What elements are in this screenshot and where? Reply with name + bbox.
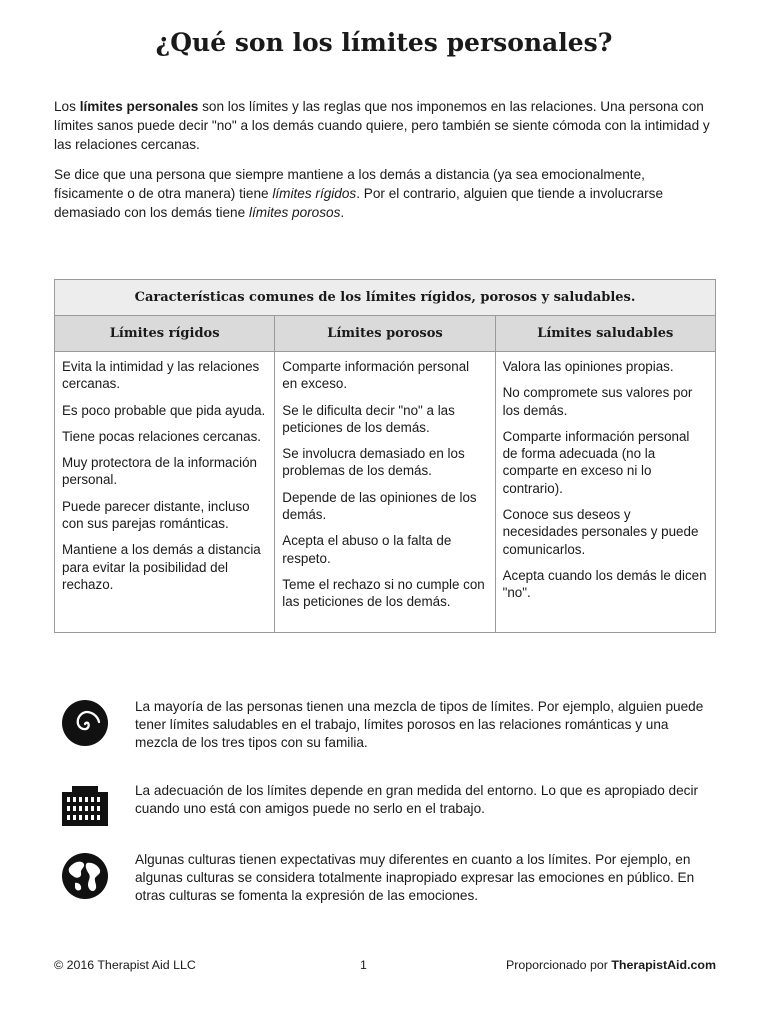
note-mixed-boundaries xyxy=(54,698,716,758)
boundaries-table xyxy=(54,279,716,633)
header-healthy: Límites saludables xyxy=(495,316,715,352)
provided-by: Proporcionado por TherapistAid.com xyxy=(505,958,716,972)
list-item: Comparte información personal en exceso. xyxy=(282,359,470,392)
list-item: Acepta el abuso o la falta de respeto. xyxy=(282,533,452,566)
list-item: Es poco probable que pida ayuda. xyxy=(62,402,266,418)
list-item: Depende de las opiniones de los demás. xyxy=(282,489,477,523)
intro-paragraph-1: Los límites personales son los límites y las reglas que nos imponemos en las relaciones. Una persona con límites sanos puede decir "no" a los demás cuando quiere, pero también se siente cómoda con la intimidad y las relaciones cercanas. xyxy=(54,99,710,152)
table-caption: Características comunes de los límites rígidos, porosos y saludables. xyxy=(55,280,716,316)
key-term: límites personales xyxy=(79,99,199,114)
page-number: 1 xyxy=(360,958,367,972)
column-porous xyxy=(275,352,495,633)
intro-paragraph-2: Se dice que una persona que siempre mantiene a los demás a distancia (ya sea emocionalmente, físicamente o de otra manera) tiene límites rígidos. Por el contrario, alguien que tiende a involucrarse demasiado con los demás tiene límites porosos. xyxy=(54,167,664,220)
column-healthy xyxy=(495,352,715,633)
note-culture xyxy=(54,851,716,911)
list-item: Valora las opiniones propias. xyxy=(502,359,674,374)
footer xyxy=(54,958,716,976)
header-porous: Límites porosos xyxy=(275,316,495,352)
note-text: La mayoría de las personas tienen una mezcla de tipos de límites. Por ejemplo, alguien puede tener límites saludables en el trabajo, límites porosos en las relaciones románticas y una mezcla de los tres tipos con su familia. xyxy=(135,699,704,750)
column-rigid xyxy=(55,352,275,633)
page-title: ¿Qué son los límites personales? xyxy=(155,28,613,57)
list-item: Comparte información personal de forma adecuada (no la comparte en exceso ni lo contrario). xyxy=(502,428,690,496)
spiral-icon xyxy=(60,698,110,748)
list-item: Acepta cuando los demás le dicen "no". xyxy=(502,567,707,601)
list-item: Tiene pocas relaciones cercanas. xyxy=(62,428,261,444)
header-rigid: Límites rígidos xyxy=(55,316,275,352)
brand-link[interactable]: TherapistAid.com xyxy=(611,958,716,972)
list-item: Puede parecer distante, incluso con sus parejas románticas. xyxy=(62,498,250,532)
note-context xyxy=(54,782,716,842)
list-item: Se le dificulta decir "no" a las peticiones de los demás. xyxy=(282,402,455,435)
list-item: Teme el rechazo si no cumple con las peticiones de los demás. xyxy=(282,576,485,610)
office-building-icon xyxy=(60,782,110,832)
copyright: © 2016 Therapist Aid LLC xyxy=(54,958,196,972)
note-text: La adecuación de los límites depende en gran medida del entorno. Lo que es apropiado decir cuando uno está con amigos puede no serlo en el trabajo. xyxy=(135,783,699,816)
list-item: No compromete sus valores por los demás. xyxy=(502,385,693,418)
term-rigid: límites rígidos xyxy=(272,186,357,201)
list-item: Conoce sus deseos y necesidades personales y puede comunicarlos. xyxy=(502,507,699,557)
intro-section xyxy=(54,97,716,233)
list-item: Se involucra demasiado en los problemas de los demás. xyxy=(282,446,465,479)
note-text: Algunas culturas tienen expectativas muy diferentes en cuanto a los límites. Por ejemplo, en algunas culturas se considera totalmente inapropiado expresar las emociones en público. En otras culturas se fomenta la expresión de las emociones. xyxy=(135,852,695,903)
list-item: Mantiene a los demás a distancia para evitar la posibilidad del rechazo. xyxy=(62,542,261,592)
list-item: Evita la intimidad y las relaciones cercanas. xyxy=(62,359,260,392)
list-item: Muy protectora de la información personal. xyxy=(62,455,258,488)
term-porous: límites porosos xyxy=(248,205,341,220)
globe-icon xyxy=(60,851,110,901)
